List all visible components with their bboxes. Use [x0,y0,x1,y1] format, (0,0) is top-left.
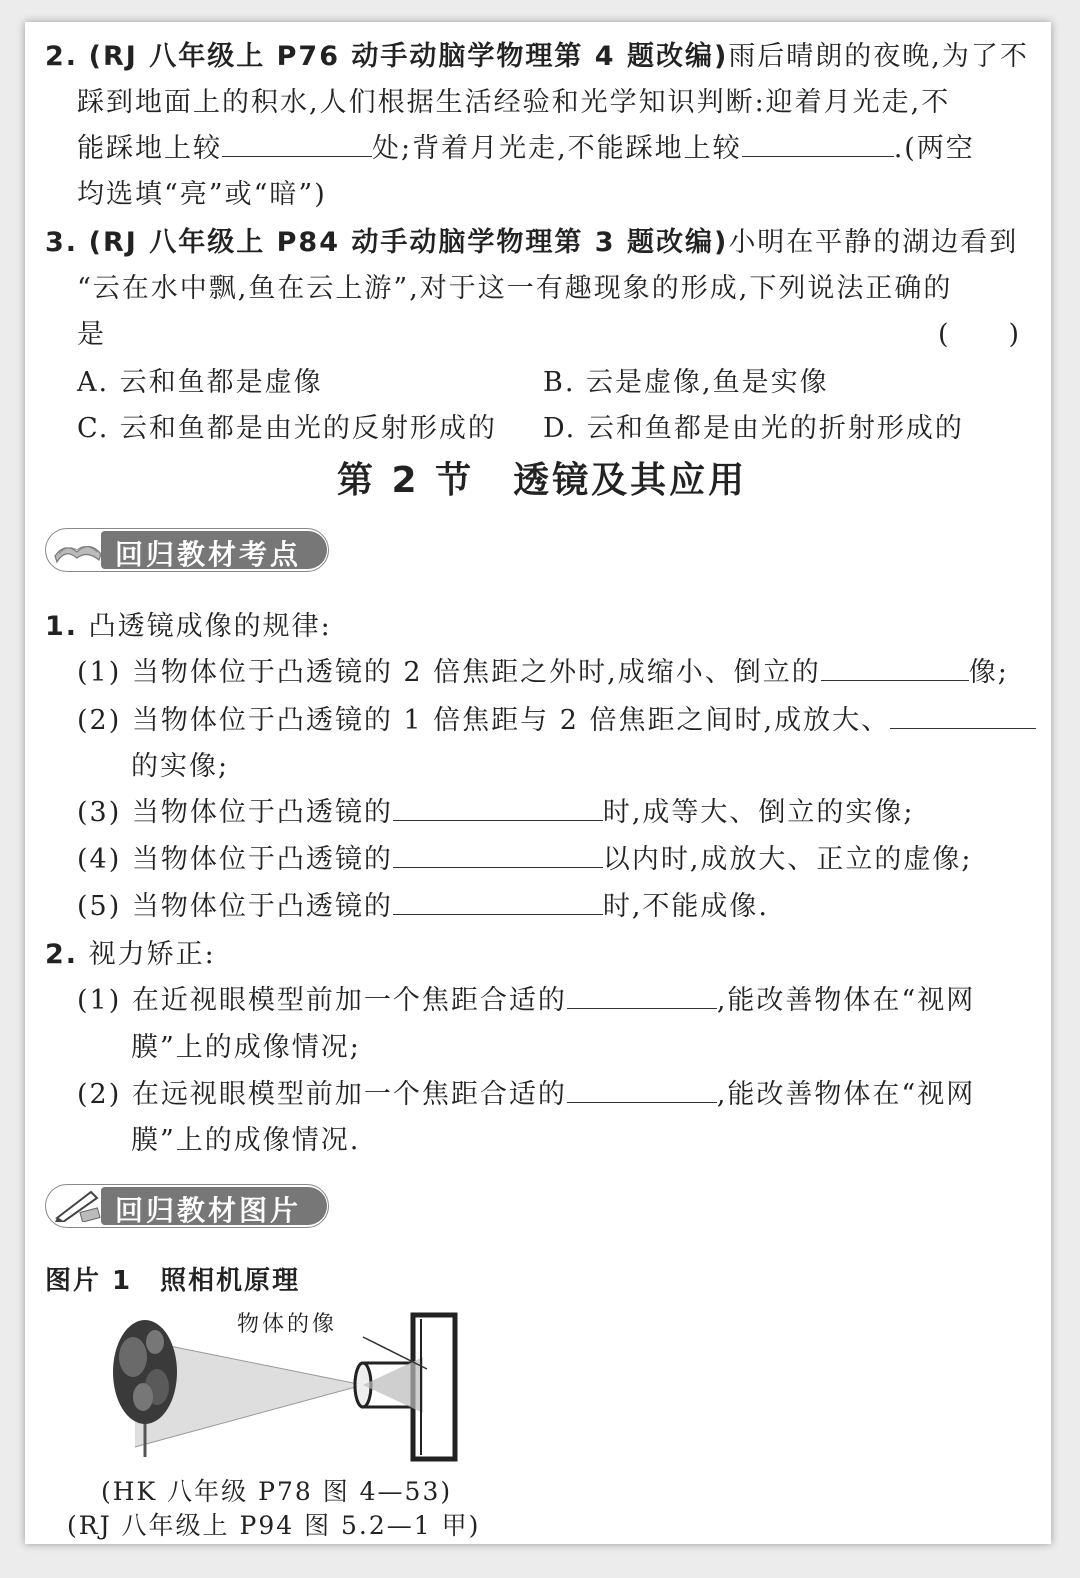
q2-line2: 踩到地面上的积水,人们根据生活经验和光学知识判断:迎着月光走,不 [77,87,951,118]
q2-text-a: 能踩地上较 [77,133,222,164]
annotation-label: 物体的像 [237,1312,338,1337]
worksheet-page [25,22,1051,1544]
k2-title: 视力矫正: [88,939,216,970]
k2-item-1-text: (1) 在近视眼模型前加一个焦距合适的 [77,985,567,1016]
q2-source: (RJ 八年级上 P76 动手动脑学物理第 4 题改编) [88,41,729,72]
q3-line2: “云在水中飘,鱼在云上游”,对于这一有趣现象的形成,下列说法正确的 [77,273,953,304]
pencil-icon [51,1188,103,1222]
k2-item-2 [77,1072,975,1111]
k1-item-3 [77,790,915,829]
banner-label: 回归教材考点 [115,538,302,571]
k2-item-2-cont: 膜”上的成像情况. [131,1125,361,1156]
k2-number: 2. [45,939,79,970]
k1-blank-1[interactable] [821,654,969,681]
k1-heading [45,604,332,643]
q2-line1 [45,34,1029,73]
q3-option-a[interactable]: A. 云和鱼都是虚像 [77,367,323,398]
k2-item-1-end: ,能改善物体在“视网 [716,985,976,1016]
k1-item-4-end: 以内时,成放大、正立的虚像; [602,844,973,875]
q2-text-c: .(两空 [893,133,975,164]
k2-item-1-cont: 膜”上的成像情况; [131,1032,361,1063]
k2-blank-2[interactable] [567,1076,717,1103]
q3-source: (RJ 八年级上 P84 动手动脑学物理第 3 题改编) [88,227,729,258]
k1-item-5-end: 时,不能成像. [602,891,769,922]
k1-item-4 [77,837,973,876]
k1-number: 1. [45,611,79,642]
banner-textbook-images [45,1184,329,1228]
banner-textbook-points [45,528,329,572]
q2-number: 2. [45,41,79,72]
k1-item-1-end: 像; [968,657,1009,688]
k1-item-2 [77,698,1036,737]
q3-option-b[interactable]: B. 云是虚像,鱼是实像 [543,367,829,398]
k2-item-2-end: ,能改善物体在“视网 [716,1079,976,1110]
k1-item-5 [77,884,769,923]
k1-item-4-text: (4) 当物体位于凸透镜的 [77,844,393,875]
k2-heading [45,932,216,971]
figure-caption-hk: (HK 八年级 P78 图 4—53) [101,1477,453,1506]
k2-item-2-text: (2) 在远视眼模型前加一个焦距合适的 [77,1079,567,1110]
k1-item-2-cont: 的实像; [131,751,230,782]
k2-item-1 [77,978,975,1017]
figure-caption-rj: (RJ 八年级上 P94 图 5.2—1 甲) [67,1511,481,1540]
q3-line3: 是 [77,319,106,350]
k1-item-3-end: 时,成等大、倒立的实像; [602,797,915,828]
k1-item-5-text: (5) 当物体位于凸透镜的 [77,891,393,922]
q3-option-c[interactable]: C. 云和鱼都是由光的反射形成的 [77,413,497,444]
figure-title: 图片 1 照相机原理 [45,1266,301,1296]
q2-text: 雨后晴朗的夜晚,为了不 [728,41,1029,72]
section-title: 第 2 节 透镜及其应用 [337,460,748,501]
k1-item-1 [77,650,1009,689]
k1-blank-4[interactable] [393,841,603,868]
banner-label: 回归教材图片 [115,1194,302,1227]
q3-answer-paren[interactable]: ( ) [938,319,1022,350]
q3-number: 3. [45,227,79,258]
k1-item-1-text: (1) 当物体位于凸透镜的 2 倍焦距之外时,成缩小、倒立的 [77,657,821,688]
k1-blank-2[interactable] [890,702,1036,729]
q2-blank-1[interactable] [222,130,372,157]
q2-line3 [77,126,975,165]
k2-blank-1[interactable] [567,982,717,1009]
k1-item-3-text: (3) 当物体位于凸透镜的 [77,797,393,828]
q2-blank-2[interactable] [742,130,894,157]
q3-text: 小明在平静的湖边看到 [728,227,1019,258]
k1-blank-5[interactable] [393,888,603,915]
q3-option-d[interactable]: D. 云和鱼都是由光的折射形成的 [543,413,964,444]
k1-blank-3[interactable] [393,794,603,821]
q3-line1 [45,220,1018,259]
k1-title: 凸透镜成像的规律: [88,611,332,642]
q2-line4: 均选填“亮”或“暗”) [77,179,327,210]
q2-text-b: 处;背着月光走,不能踩地上较 [372,133,742,164]
k1-item-2-text: (2) 当物体位于凸透镜的 1 倍焦距与 2 倍焦距之间时,成放大、 [77,705,891,736]
book-icon [51,532,103,566]
camera-diagram [105,1297,465,1467]
camera-icon [355,1315,455,1459]
